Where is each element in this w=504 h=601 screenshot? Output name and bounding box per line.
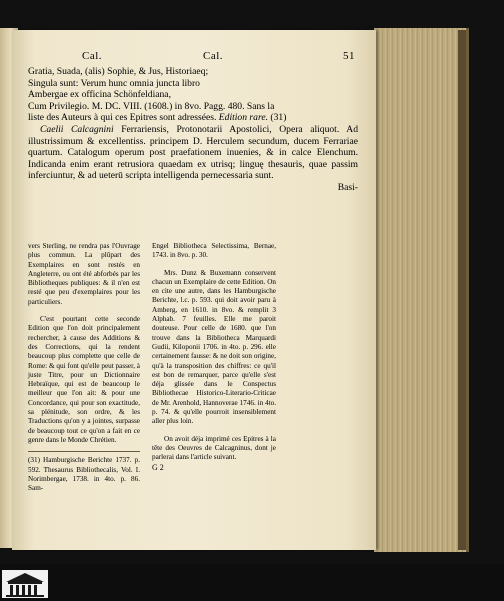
verse-line-3: Ambergae ex officina Schönfeldiana,	[28, 89, 171, 101]
viewer-footer	[0, 564, 504, 601]
catchword: Basi-	[337, 181, 358, 193]
verse-line-2: Singula sunt: Verum hunc omnia juncta libro	[28, 77, 200, 89]
left-paragraph-2: C'est pourtant cette seconde Edition que l'on doit principalement rechercher, à cause des Additions & des Corrections, qui la rendent beaucoup plus complette que celle de Rome: & qui font qu'elle peut passer, à juste Titre, pour un Dictionnaire Hebraïque, qui est de beaucoup le meilleur que l'on ait: & pour une Concordance, qui pour son exactitude, sa plénitude, son ordre, & les Traductions qu'on y a jointes, surpasse de beaucoup tout ce qu'on a fait en ce genre dans le Monde Chrétien.	[28, 315, 140, 444]
left-column	[28, 242, 140, 493]
signature-mark: G 2	[152, 462, 164, 472]
calcagnini-entry	[28, 124, 358, 182]
footnote-rule	[28, 451, 140, 452]
right-paragraph-1: Engel Bibliotheca Selectissima, Bernae, 1743. in 8vo. p. 30.	[152, 242, 276, 260]
main-text-block	[28, 66, 358, 194]
footnote-ref: (31)	[270, 112, 287, 124]
running-head-middle: Cal.	[203, 50, 224, 62]
imprint-note	[28, 112, 358, 124]
edition-rare: Edition rare.	[218, 112, 268, 124]
imprint-note-text: liste des Auteurs à qui ces Epitres sont adressées.	[28, 112, 217, 124]
verse-line-1: Gratia, Suada, (alis) Sophie, & Jus, Historiaeq;	[28, 66, 209, 77]
right-column	[152, 242, 276, 472]
imprint-line: Cum Privilegio. M. DC. VIII. (1608.) in 8vo. Pagg. 480. Sans la	[28, 100, 275, 112]
right-paragraph-2: Mrs. Dunz & Buxemann conservent chacun un Exemplaire de cette Edition. On en cite une autre, dans les Hamburgische Berichte, l.c. p. 593. qui doit avoir paru à Amberg, en 1610. in 8vo. & remplit 3 Alphab. 7 feuilles. Elle me paroit douteuse. Pour celle de 1680. que l'on trouve dans la Bibliotheca Marquardi Gudii, Kiloponii 1706. in 4to. p. 296. elle certainement fausse: & ne doit son origine, qu'à la transposition des chiffres: ce qu'il est bon de remarquer, parce qu'elle s'est déja glissée dans le Conspectus Bibliothecae Historico-Literario-Criticae de Mr. Arenhold, Hannoverae 1746. in 4to. p. 74. & qu'elle pourroit insensiblement aller plus loin.	[152, 268, 276, 426]
book-cover-edge	[458, 30, 466, 550]
left-paragraph-1: vers Sterling, ne rendra pas l'Ouvrage plus commun. La plûpart des Exemplaires en sont restés en Angleterre, ou ont été abforbés par les Bibliotheques publiques: & il n'en est resté que peu d'exemplaires pour les particuliers.	[28, 242, 140, 306]
right-paragraph-3: On avoit déja imprimé ces Epitres à la tête des Oeuvres de Calcagninus, dont je parlerai dans l'article suivant.	[152, 434, 276, 462]
page-number: 51	[343, 50, 355, 62]
library-building-icon	[2, 570, 48, 598]
running-head-left: Cal.	[82, 50, 103, 62]
left-footnote: (31) Hamburgische Berichte 1737. p. 592. Thesaurus Bibliothecalis, Vol. I. Norimbergae, 1738. in 4to. p. 86. Sam-	[28, 456, 140, 493]
page-block-edge	[374, 28, 469, 552]
entry-text: Ferrariensis, Protonotarii Apostolici, Opera aliquot. Ad illustrissimum & excellentiss. principem D. Herculem secundum, ducem Ferrariae quartum. Catalogum operum post praefationem inuenies, & in calce Elenchum. Indicanda enim erant retrusiora quaedam ex utrisq; linguę thesauris, quae passim inferciuntur, & ad ueterū scripta intelligenda pernecessaria sunt.	[28, 123, 358, 182]
author-name: Caelii Calcagnini	[40, 123, 114, 135]
